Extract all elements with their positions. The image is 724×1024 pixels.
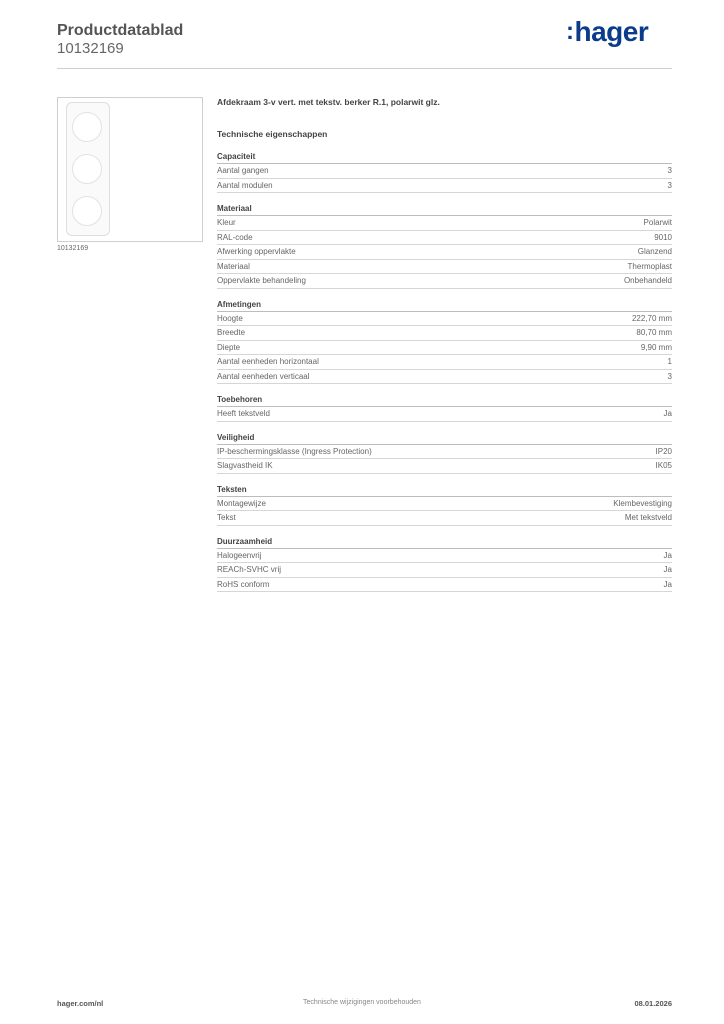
image-caption: 10132169: [57, 245, 89, 252]
property-row: [217, 497, 672, 512]
property-value: Klembevestiging: [613, 498, 672, 508]
property-label: Afwerking oppervlakte: [217, 247, 296, 256]
property-row: [217, 341, 672, 356]
section-title: Duurzaamheid: [217, 536, 672, 549]
property-row: [217, 179, 672, 194]
property-value: Polarwit: [643, 218, 672, 227]
property-row: [217, 563, 672, 578]
property-label: Halogeenvrij: [217, 550, 262, 560]
property-label: Slagvastheid IK: [217, 461, 273, 470]
property-row: [217, 164, 672, 179]
footer-website[interactable]: hager.com/nl: [57, 999, 104, 1008]
section-title: Toebehoren: [217, 394, 672, 407]
property-value: 80,70 mm: [636, 328, 672, 337]
property-value: IP20: [655, 446, 672, 456]
property-row: [217, 216, 672, 231]
property-label: IP-beschermingsklasse (Ingress Protection): [217, 446, 372, 456]
property-label: Breedte: [217, 328, 246, 337]
property-row: [217, 370, 672, 385]
section-title: Materiaal: [217, 203, 672, 216]
property-label: Heeft tekstveld: [217, 409, 270, 418]
header-divider: [57, 68, 672, 69]
property-label: Aantal eenheden horizontaal: [217, 357, 319, 366]
property-value: Ja: [663, 579, 672, 589]
property-row: [217, 312, 672, 327]
property-row: [217, 445, 672, 460]
property-row: [217, 245, 672, 260]
property-label: Hoogte: [217, 313, 243, 323]
frame-opening-middle: [72, 154, 102, 184]
property-value: 222,70 mm: [631, 313, 672, 323]
product-code: 10132169: [57, 40, 124, 57]
section-title: Veiligheid: [217, 432, 672, 445]
content: [217, 95, 672, 592]
hager-logo: :hager: [566, 16, 649, 47]
product-image: [57, 97, 203, 242]
property-row: [217, 407, 672, 422]
frame-opening-bottom: [72, 196, 102, 226]
section-title: Capaciteit: [217, 151, 672, 164]
property-label: Aantal gangen: [217, 166, 269, 175]
page-title: Productdatablad: [57, 22, 184, 39]
property-label: Montagewijze: [217, 498, 266, 508]
product-title: Afdekraam 3-v vert. met tekstv. berker R.1, polarwit glz.: [217, 97, 440, 107]
logo-text: hager: [574, 16, 649, 47]
property-value: IK05: [655, 461, 672, 470]
property-label: Diepte: [217, 342, 241, 352]
property-value: Ja: [663, 565, 672, 574]
property-row: [217, 355, 672, 370]
property-value: Onbehandeld: [623, 276, 672, 285]
property-value: Ja: [663, 409, 672, 418]
property-row: [217, 231, 672, 246]
property-value: 9,90 mm: [640, 342, 672, 352]
property-row: [217, 459, 672, 474]
property-label: Materiaal: [217, 261, 250, 271]
property-value: 9010: [654, 232, 672, 242]
property-row: [217, 274, 672, 289]
footer-notice: Technische wijzigingen voorbehouden: [303, 999, 421, 1006]
property-value: 3: [667, 166, 672, 175]
tech-title: Technische eigenschappen: [217, 129, 328, 139]
property-label: Tekst: [217, 513, 236, 522]
property-label: RAL-code: [217, 232, 253, 242]
property-value: Glanzend: [637, 247, 672, 256]
property-value: Thermoplast: [627, 261, 672, 271]
property-value: 3: [667, 371, 672, 381]
section-title: Afmetingen: [217, 299, 672, 312]
property-label: REACh-SVHC vrij: [217, 565, 282, 574]
property-value: Met tekstveld: [624, 513, 672, 522]
frame-opening-top: [72, 112, 102, 142]
property-row: [217, 549, 672, 564]
property-row: [217, 578, 672, 593]
property-row: [217, 511, 672, 526]
section-title: Teksten: [217, 484, 672, 497]
property-label: Oppervlakte behandeling: [217, 276, 306, 285]
property-row: [217, 326, 672, 341]
cover-frame-shape: [66, 102, 110, 236]
property-row: [217, 260, 672, 275]
property-value: Ja: [663, 550, 672, 560]
property-label: Kleur: [217, 218, 236, 227]
property-label: RoHS conform: [217, 579, 270, 589]
property-label: Aantal eenheden verticaal: [217, 371, 310, 381]
property-value: 1: [667, 357, 672, 366]
property-label: Aantal modulen: [217, 180, 273, 190]
property-value: 3: [667, 180, 672, 190]
footer-date: 08.01.2026: [634, 999, 672, 1008]
